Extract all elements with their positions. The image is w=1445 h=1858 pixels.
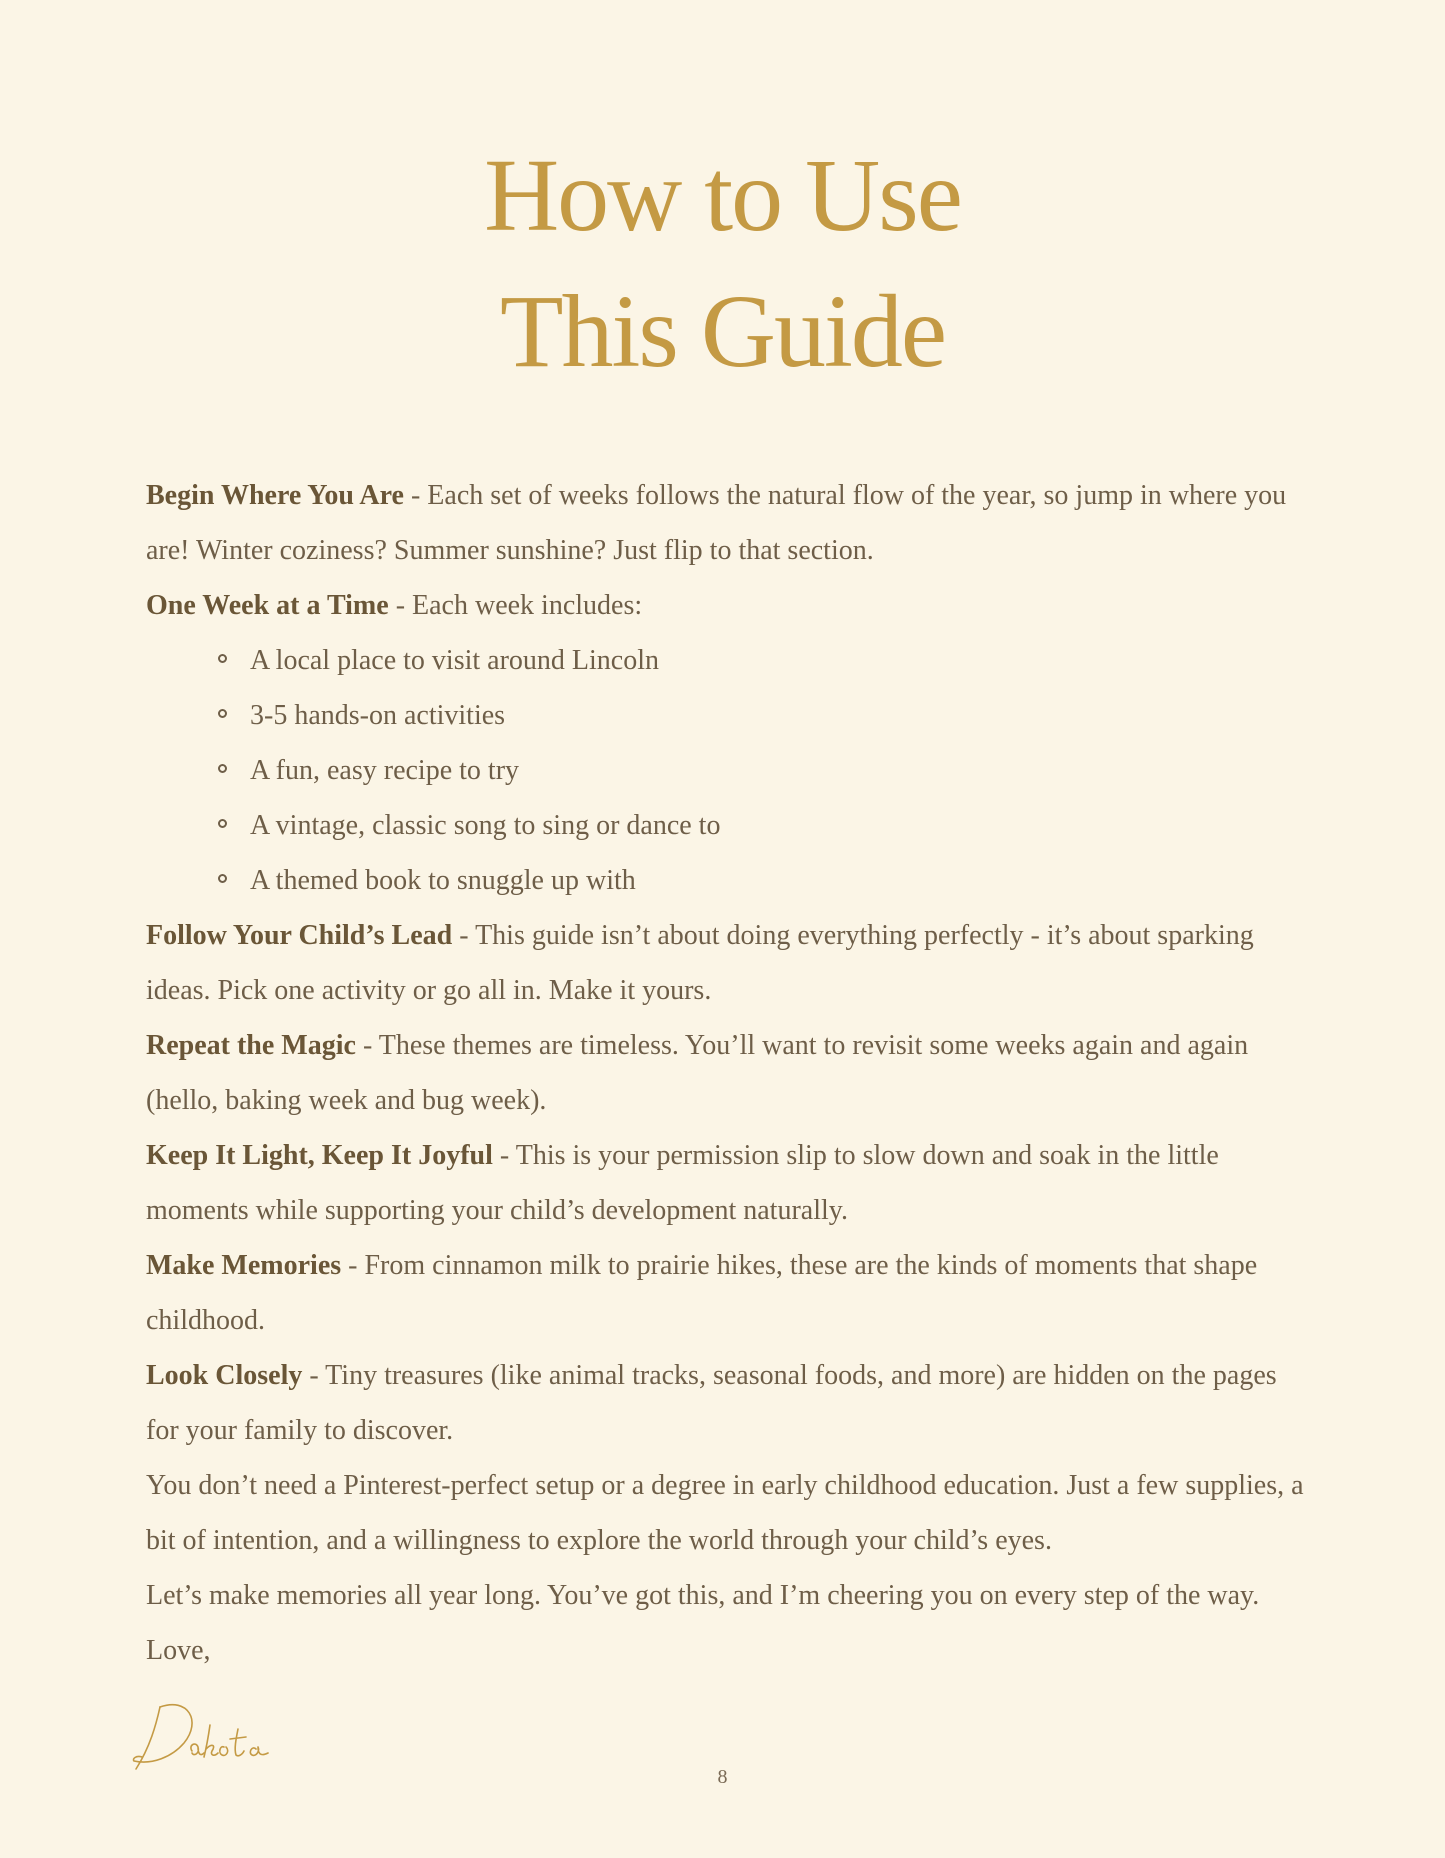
section-heading: Make Memories — [146, 1250, 342, 1281]
sign-off: Love, — [146, 1635, 211, 1666]
page-title-line-2: This Guide — [499, 274, 946, 389]
signature-dakota — [130, 1695, 290, 1775]
page-title-line-1: How to Use — [484, 138, 961, 253]
bullet-circle-icon — [218, 874, 227, 883]
section-heading: Begin Where You Are — [146, 480, 404, 511]
section-one-week-at-a-time — [146, 578, 1316, 633]
section-text: - Each week includes: — [388, 590, 643, 621]
bullet-circle-icon — [218, 709, 227, 718]
list-item-text: A fun, easy recipe to try — [250, 755, 520, 786]
section-begin-where-you-are — [146, 468, 1316, 578]
section-text: - This is your permission slip to slow down and soak in the little moments while supporting your child’s development naturally. — [146, 1140, 1219, 1226]
bullet-circle-icon — [218, 764, 227, 773]
guide-body — [146, 468, 1316, 1678]
section-make-memories — [146, 1238, 1316, 1348]
list-item-text: A local place to visit around Lincoln — [250, 645, 660, 676]
bullet-circle-icon — [218, 654, 227, 663]
section-text: - These themes are timeless. You’ll want to revisit some weeks again and again (hello, baking week and bug week). — [146, 1030, 1249, 1116]
section-text: - This guide isn’t about doing everything perfectly - it’s about sparking ideas. Pick one activity or go all in. Make it yours. — [146, 920, 1254, 1006]
section-repeat-the-magic — [146, 1018, 1316, 1128]
list-item — [250, 633, 1316, 688]
list-item — [250, 798, 1316, 853]
section-look-closely — [146, 1348, 1316, 1458]
page-number: 8 — [717, 1766, 728, 1788]
bullet-circle-icon — [218, 819, 227, 828]
section-heading: Look Closely — [146, 1360, 303, 1391]
list-item-text: 3-5 hands-on activities — [250, 700, 506, 731]
list-item-text: A vintage, classic song to sing or dance to — [250, 810, 721, 841]
section-text: - From cinnamon milk to prairie hikes, these are the kinds of moments that shape childhood. — [146, 1250, 1258, 1336]
list-item — [250, 853, 1316, 908]
section-follow-your-childs-lead — [146, 908, 1316, 1018]
section-heading: Repeat the Magic — [146, 1030, 356, 1061]
page-title — [0, 128, 1445, 400]
section-heading: Follow Your Child’s Lead — [146, 920, 453, 951]
section-keep-it-light — [146, 1128, 1316, 1238]
section-heading: Keep It Light, Keep It Joyful — [146, 1140, 493, 1171]
list-item — [250, 688, 1316, 743]
section-text: - Tiny treasures (like animal tracks, seasonal foods, and more) are hidden on the pages for your family to discover. — [146, 1360, 1277, 1446]
closing-paragraph: Let’s make memories all year long. You’ve got this, and I’m cheering you on every step of the way. — [146, 1580, 1260, 1611]
closing-paragraph: You don’t need a Pinterest-perfect setup or a degree in early childhood education. Just a few supplies, a bit of intention, and a willingness to explore the world through your child’s eyes. — [146, 1470, 1304, 1556]
weekly-includes-list — [146, 633, 1316, 908]
list-item-text: A themed book to snuggle up with — [250, 865, 636, 896]
section-text: - Each set of weeks follows the natural flow of the year, so jump in where you are! Winter coziness? Summer sunshine? Just flip to that section. — [146, 480, 1287, 566]
section-heading: One Week at a Time — [146, 590, 389, 621]
list-item — [250, 743, 1316, 798]
